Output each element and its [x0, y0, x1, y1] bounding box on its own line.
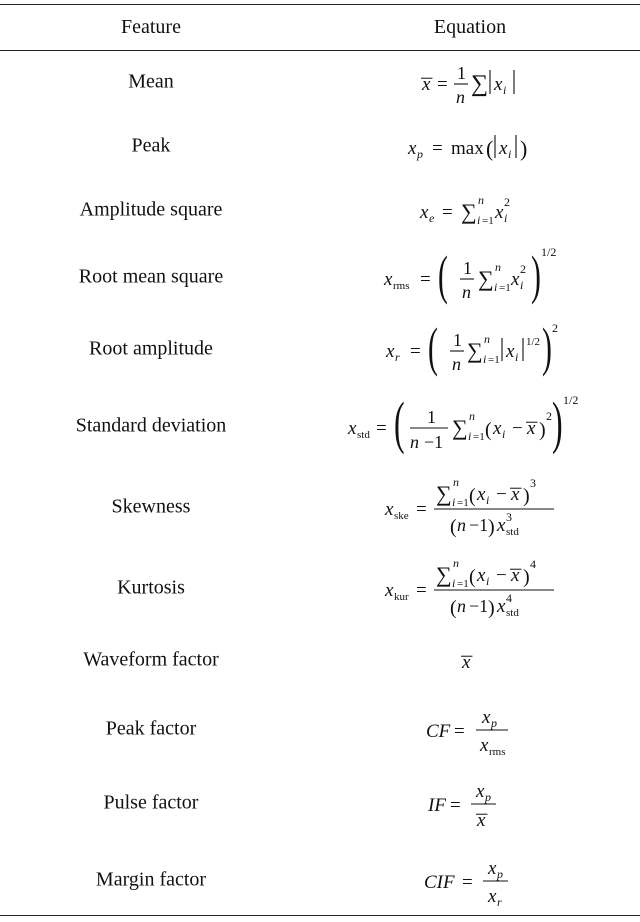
equation-waveform-factor [330, 652, 610, 673]
svg-text:x: x [480, 735, 489, 756]
svg-text:p: p [491, 716, 497, 730]
svg-text:=: = [416, 580, 427, 601]
svg-text:i: i [477, 213, 481, 227]
svg-text:r: r [395, 350, 400, 364]
svg-text:n: n [456, 87, 465, 107]
equation-peak [330, 136, 610, 161]
svg-text:1/2: 1/2 [563, 393, 579, 407]
svg-text:r: r [497, 895, 502, 909]
svg-text:=: = [442, 202, 453, 223]
svg-text:n: n [469, 409, 475, 423]
svg-text:=: = [432, 138, 443, 159]
equation-formula [330, 136, 610, 161]
svg-text:x: x [420, 202, 429, 223]
svg-text:x: x [385, 580, 394, 601]
svg-text:n: n [484, 332, 490, 346]
svg-text:n: n [457, 596, 466, 616]
feature-name: Mean [128, 70, 174, 93]
svg-text:x: x [494, 74, 503, 95]
svg-text:CIF: CIF [424, 872, 455, 893]
svg-text:−1: −1 [424, 432, 444, 452]
svg-text:x: x [497, 596, 506, 617]
svg-text:=: = [416, 499, 427, 520]
svg-text:(: ( [469, 485, 476, 507]
svg-text:(: ( [485, 419, 492, 441]
svg-text:n: n [457, 515, 466, 535]
svg-text:∑: ∑ [436, 562, 452, 587]
header-rule [0, 50, 640, 51]
svg-text:−1: −1 [469, 596, 489, 616]
svg-text:=1: =1 [482, 215, 494, 227]
svg-text:1: 1 [453, 330, 462, 350]
equation-formula [330, 391, 610, 456]
svg-text:x: x [497, 515, 506, 536]
svg-text:rms: rms [393, 280, 410, 292]
svg-text:p: p [417, 147, 423, 161]
svg-text:(: ( [438, 245, 448, 306]
feature-name: Skewness [111, 495, 191, 518]
svg-text:2: 2 [552, 321, 558, 335]
svg-text:): ) [488, 597, 495, 619]
feature-name: Pulse factor [103, 791, 199, 814]
feature-name: Root amplitude [89, 337, 213, 360]
svg-text:i: i [515, 350, 519, 364]
svg-text:n: n [495, 260, 501, 274]
svg-text:n: n [462, 282, 471, 302]
svg-text:=: = [420, 269, 431, 290]
equation-formula [330, 317, 610, 378]
svg-text:x: x [477, 484, 486, 505]
svg-text:2: 2 [546, 409, 552, 423]
equation-formula [330, 63, 610, 107]
svg-text:2: 2 [504, 195, 510, 209]
equation-root-mean-square [330, 245, 610, 306]
equation-formula [330, 245, 610, 306]
equation-kurtosis [330, 556, 610, 619]
svg-text:x: x [408, 138, 417, 159]
svg-text:=1: =1 [488, 354, 500, 366]
svg-text:i: i [503, 83, 507, 97]
svg-text:3: 3 [530, 476, 536, 490]
svg-text:x: x [511, 484, 520, 505]
feature-name: Amplitude square [79, 198, 223, 221]
svg-text:x: x [506, 341, 515, 362]
svg-text:n: n [410, 432, 419, 452]
equation-margin-factor [330, 858, 610, 909]
svg-text:i: i [483, 352, 487, 366]
feature-name: Peak [131, 134, 171, 157]
table-bottom-rule [0, 915, 640, 916]
svg-text:−: − [496, 565, 507, 586]
svg-text:i: i [468, 429, 472, 443]
svg-text:e: e [429, 211, 435, 225]
equation-amplitude-square [330, 193, 610, 227]
equation-pulse-factor [330, 781, 610, 831]
svg-text:∑: ∑ [467, 338, 483, 363]
svg-text:): ) [520, 136, 528, 161]
feature-name: Margin factor [95, 868, 207, 891]
svg-text:1/2: 1/2 [526, 336, 541, 348]
svg-text:∑: ∑ [461, 199, 477, 224]
svg-text:=: = [450, 795, 461, 816]
svg-text:∑: ∑ [471, 71, 489, 97]
svg-text:std: std [357, 429, 370, 441]
svg-text:∑: ∑ [452, 415, 468, 440]
svg-text:∑: ∑ [478, 266, 494, 291]
svg-text:IF: IF [428, 795, 446, 816]
svg-text:(: ( [428, 317, 438, 378]
svg-text:n: n [453, 556, 459, 570]
equation-peak-factor [330, 707, 610, 758]
svg-text:ske: ske [394, 510, 409, 522]
svg-text:−1: −1 [469, 515, 489, 535]
svg-text:(: ( [450, 597, 457, 619]
svg-text:x: x [477, 565, 486, 586]
svg-text:(: ( [486, 136, 494, 161]
svg-text:CF: CF [426, 721, 451, 742]
svg-text:x: x [385, 499, 394, 520]
svg-text:p: p [497, 867, 503, 881]
svg-text:i: i [504, 211, 508, 225]
equation-formula [330, 781, 610, 831]
equation-formula [330, 707, 610, 758]
svg-text:i: i [452, 495, 456, 509]
equation-formula [330, 193, 610, 227]
feature-name: Peak factor [105, 717, 197, 740]
svg-text:n: n [453, 475, 459, 489]
svg-text:): ) [488, 516, 495, 538]
svg-text:x: x [476, 781, 485, 802]
svg-text:i: i [494, 280, 498, 294]
svg-text:std: std [506, 607, 519, 619]
equation-formula [330, 652, 610, 673]
svg-text:): ) [523, 566, 530, 588]
svg-text:x: x [482, 707, 491, 728]
svg-text:x: x [477, 810, 486, 831]
svg-text:x: x [422, 74, 431, 95]
svg-text:x: x [386, 341, 395, 362]
svg-text:x: x [493, 418, 502, 439]
svg-text:i: i [502, 427, 506, 441]
svg-text:4: 4 [506, 591, 512, 605]
svg-text:max: max [451, 138, 484, 159]
svg-text:1: 1 [457, 63, 466, 83]
equation-formula [330, 475, 610, 538]
svg-text:x: x [462, 652, 471, 673]
svg-text:i: i [486, 493, 490, 507]
svg-text:): ) [539, 419, 546, 441]
svg-text:n: n [452, 354, 461, 374]
svg-text:kur: kur [394, 591, 409, 603]
svg-text:1: 1 [427, 407, 436, 427]
svg-text:x: x [527, 418, 536, 439]
svg-text:p: p [485, 790, 491, 804]
table-top-rule [0, 4, 640, 5]
equation-formula [330, 858, 610, 909]
svg-text:x: x [384, 269, 393, 290]
svg-text:2: 2 [520, 262, 526, 276]
svg-text:i: i [486, 574, 490, 588]
header-feature: Feature [121, 16, 181, 38]
svg-text:=1: =1 [473, 431, 485, 443]
svg-text:−: − [512, 418, 523, 439]
svg-text:(: ( [394, 391, 405, 456]
svg-text:=: = [437, 74, 448, 95]
svg-text:x: x [511, 565, 520, 586]
svg-text:i: i [452, 576, 456, 590]
svg-text:): ) [523, 485, 530, 507]
svg-text:n: n [478, 193, 484, 207]
svg-text:=1: =1 [499, 282, 511, 294]
svg-text:): ) [542, 317, 552, 378]
svg-text:=: = [462, 872, 473, 893]
svg-text:=1: =1 [457, 497, 469, 509]
svg-text:=: = [454, 721, 465, 742]
equation-standard-deviation [330, 391, 610, 456]
svg-text:i: i [520, 278, 524, 292]
svg-text:x: x [488, 858, 497, 879]
svg-text:rms: rms [489, 746, 506, 758]
svg-text:−: − [496, 484, 507, 505]
svg-text:x: x [511, 269, 520, 290]
feature-name: Root mean square [78, 265, 224, 288]
svg-text:=: = [410, 341, 421, 362]
svg-text:x: x [348, 418, 357, 439]
feature-name: Waveform factor [83, 648, 219, 671]
svg-text:std: std [506, 526, 519, 538]
header-equation: Equation [433, 16, 507, 38]
feature-name: Standard deviation [75, 414, 227, 437]
svg-text:(: ( [450, 516, 457, 538]
svg-text:∑: ∑ [436, 481, 452, 506]
svg-text:x: x [495, 202, 504, 223]
equation-mean [330, 63, 610, 107]
svg-text:x: x [499, 138, 508, 159]
svg-text:3: 3 [506, 510, 512, 524]
svg-text:): ) [552, 391, 563, 456]
svg-text:4: 4 [530, 557, 536, 571]
equation-skewness [330, 475, 610, 538]
svg-text:): ) [531, 245, 541, 306]
svg-text:=: = [376, 418, 387, 439]
svg-text:1/2: 1/2 [541, 245, 557, 259]
svg-text:=1: =1 [457, 578, 469, 590]
equation-root-amplitude [330, 317, 610, 378]
svg-text:i: i [508, 147, 512, 161]
equation-formula [330, 556, 610, 619]
svg-text:1: 1 [463, 258, 472, 278]
feature-name: Kurtosis [117, 576, 185, 599]
svg-text:(: ( [469, 566, 476, 588]
svg-text:x: x [488, 886, 497, 907]
